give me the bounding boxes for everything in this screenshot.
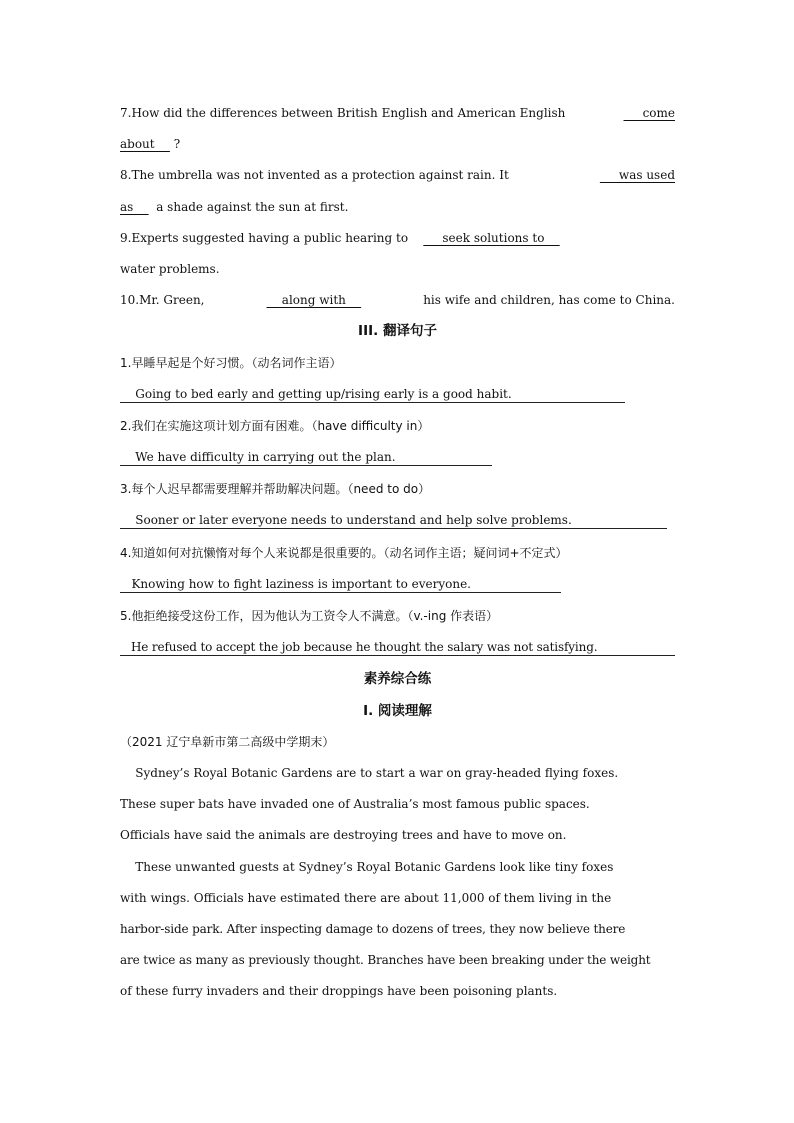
translation-5-answer: He refused to accept the job because he thought the salary was not satisfying. (120, 634, 675, 656)
question-9-tail: water problems. (120, 261, 220, 276)
passage-line: harbor-side park. After inspecting damage to dozens of trees, they now believe there (120, 921, 626, 936)
question-7-answer-part-1: come (623, 106, 675, 120)
question-9-answer: seek solutions to (423, 230, 560, 245)
translation-3-answer: Sooner or later everyone needs to understand and help solve problems. (120, 507, 667, 529)
translation-5-question: 5.他拒绝接受这份工作，因为他认为工资令人不满意。（v.-ing 作表语） (120, 609, 499, 623)
question-9-line-1 (120, 225, 675, 256)
passage-line: These super bats have invaded one of Australia’s most famous public spaces. (120, 797, 590, 812)
passage-line: of these furry invaders and their droppings have been poisoning plants. (120, 984, 558, 999)
question-8-answer-part-2: as (120, 199, 149, 214)
question-8-tail: a shade against the sun at first. (148, 199, 349, 214)
question-7-tail: ? (169, 137, 181, 152)
worksheet-page (120, 100, 675, 1009)
passage-line: Sydney’s Royal Botanic Gardens are to start a war on gray-headed flying foxes. (120, 765, 619, 780)
section-1-title: I. 阅读理解 (363, 702, 432, 719)
question-10-line (120, 287, 675, 318)
passage-line: with wings. Officials have estimated there are about 11,000 of them living in the (120, 890, 612, 905)
passage-line: are twice as many as previously thought. Branches have been breaking under the weight (120, 953, 651, 968)
passage-line: Officials have said the animals are destroying trees and have to move on. (120, 828, 567, 843)
question-10-text: 10.Mr. Green, (120, 293, 205, 308)
question-7-text: 7.How did the differences between British English and American English (120, 106, 566, 120)
translation-1-question: 1.早睡早起是个好习惯。（动名词作主语） (120, 355, 342, 370)
translation-4-question: 4.知道如何对抗懒惰对每个人来说都是很重要的。（动名词作主语；疑问词+不定式） (120, 545, 568, 560)
question-9-line-2 (120, 256, 675, 287)
translation-1-answer: Going to bed early and getting up/rising early is a good habit. (120, 381, 625, 403)
question-9-text: 9.Experts suggested having a public hearing to (120, 230, 409, 245)
translation-3-question: 3.每个人迟早都需要理解并帮助解决问题。（need to do） (120, 482, 431, 497)
question-10-tail: his wife and children, has come to China. (423, 293, 675, 308)
translation-4-answer: Knowing how to fight laziness is important to everyone. (120, 571, 561, 593)
translation-2-answer: We have difficulty in carrying out the plan. (120, 444, 492, 466)
practice-title: 素养综合练 (363, 671, 432, 688)
question-8-answer-part-1: was used (599, 168, 675, 183)
question-8-text: 8.The umbrella was not invented as a protection against rain. It (120, 168, 509, 183)
question-7-line-1 (120, 100, 675, 131)
question-10-answer: along with (266, 293, 362, 308)
passage-line: These unwanted guests at Sydney’s Royal Botanic Gardens look like tiny foxes (120, 859, 614, 874)
section-3-title: III. 翻译句子 (358, 323, 437, 340)
question-8-line-1 (120, 162, 675, 193)
question-7-answer-part-2: about (120, 137, 170, 152)
question-8-line-2 (120, 194, 675, 225)
question-7-line-2 (120, 131, 675, 162)
passage-source: （2021 辽宁阜新市第二高级中学期末） (120, 734, 335, 749)
translation-2-question: 2.我们在实施这项计划方面有困难。（have difficulty in） (120, 418, 430, 433)
